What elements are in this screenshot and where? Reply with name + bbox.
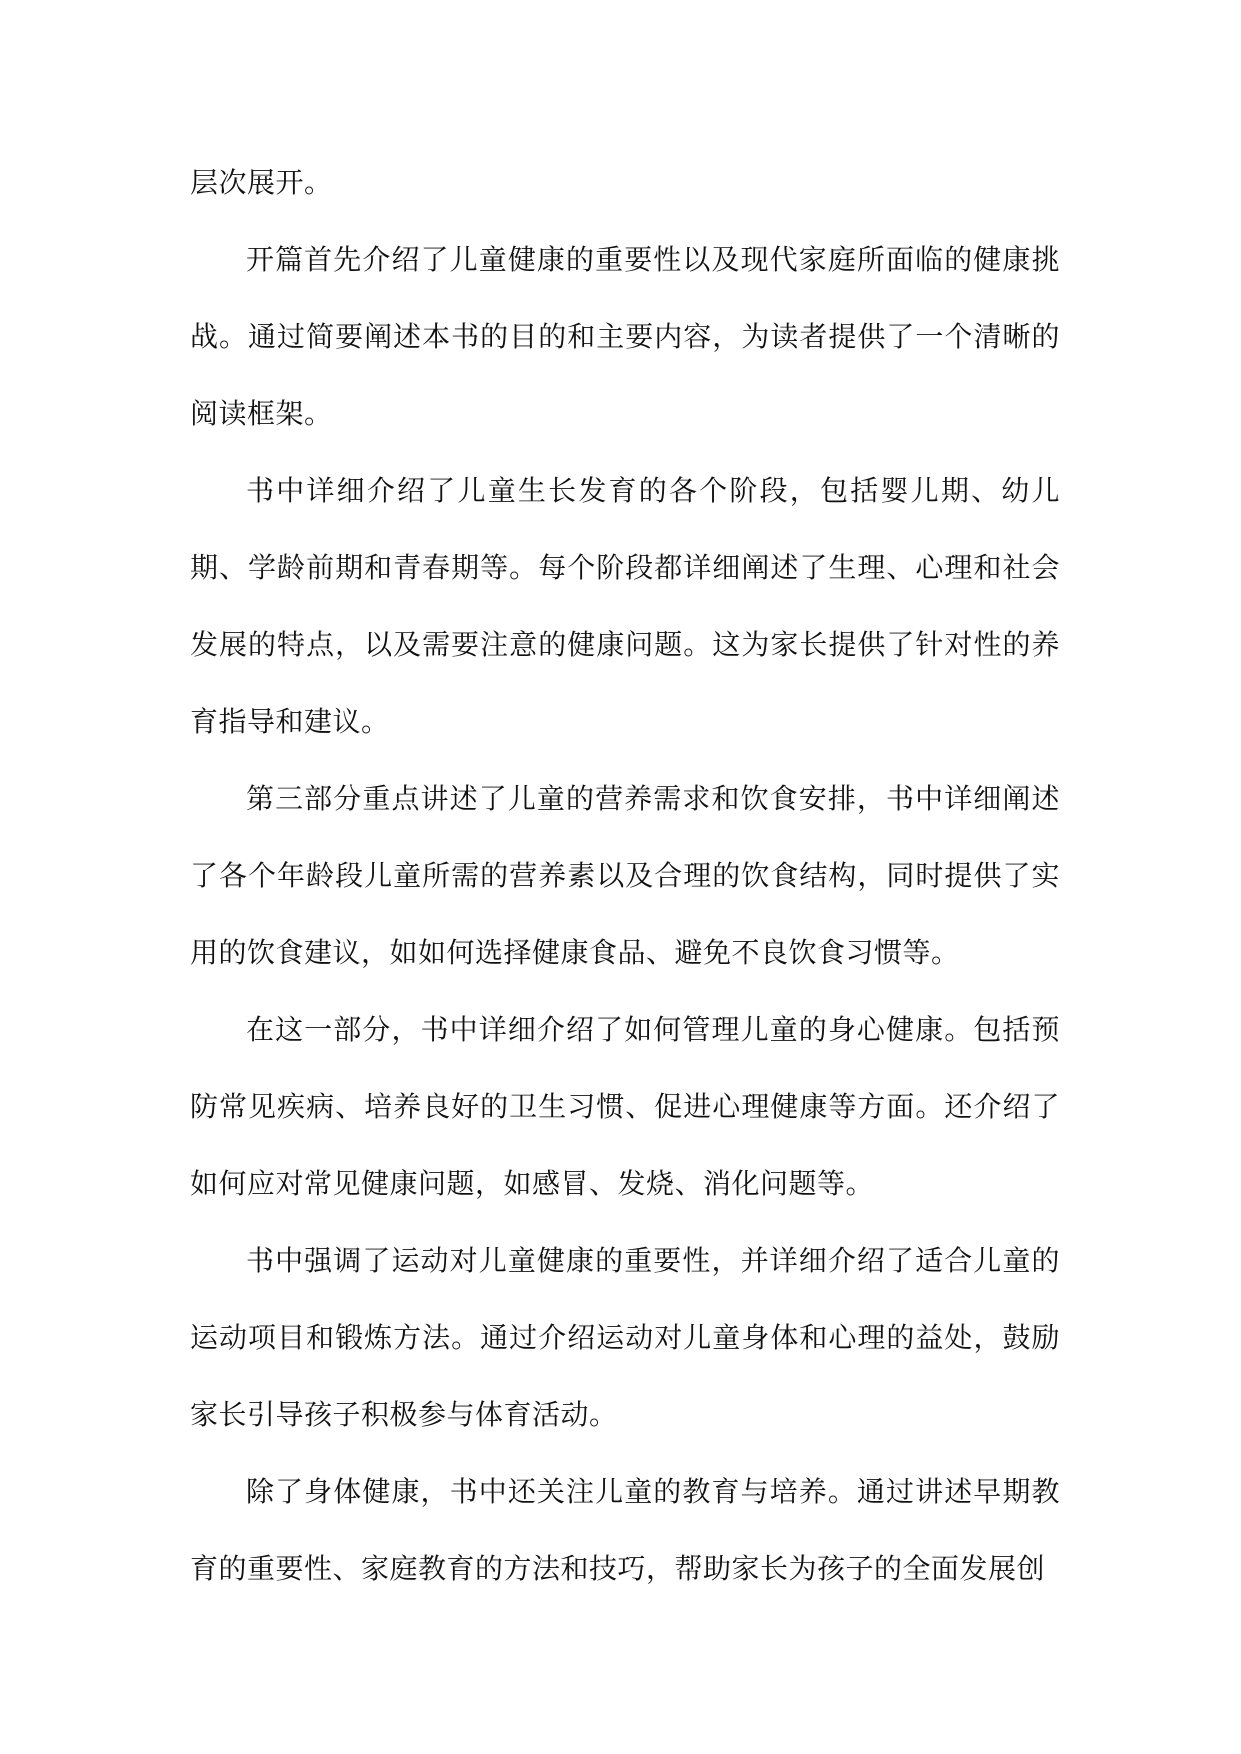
paragraph-4: 在这一部分，书中详细介绍了如何管理儿童的身心健康。包括预防常见疾病、培养良好的卫生习惯、促进心理健康等方面。还介绍了如何应对常见健康问题，如感冒、发烧、消化问题等。 <box>190 1013 1060 1200</box>
paragraph-3: 第三部分重点讲述了儿童的营养需求和饮食安排，书中详细阐述了各个年龄段儿童所需的营养素以及合理的饮食结构，同时提供了实用的饮食建议，如如何选择健康食品、避免不良饮食习惯等。 <box>190 782 1060 969</box>
paragraph-0: 层次展开。 <box>190 166 333 199</box>
paragraph-5: 书中强调了运动对儿童健康的重要性，并详细介绍了适合儿童的运动项目和锻炼方法。通过介绍运动对儿童身体和心理的益处，鼓励家长引导孩子积极参与体育活动。 <box>190 1244 1060 1431</box>
paragraph-2: 书中详细介绍了儿童生长发育的各个阶段，包括婴儿期、幼儿期、学龄前期和青春期等。每个阶段都详细阐述了生理、心理和社会发展的特点，以及需要注意的健康问题。这为家长提供了针对性的养育指导和建议。 <box>190 474 1060 738</box>
paragraph-1: 开篇首先介绍了儿童健康的重要性以及现代家庭所面临的健康挑战。通过简要阐述本书的目的和主要内容，为读者提供了一个清晰的阅读框架。 <box>190 243 1060 430</box>
paragraph-6: 除了身体健康，书中还关注儿童的教育与培养。通过讲述早期教育的重要性、家庭教育的方法和技巧，帮助家长为孩子的全面发展创 <box>190 1475 1060 1585</box>
body-text <box>190 144 1060 1607</box>
